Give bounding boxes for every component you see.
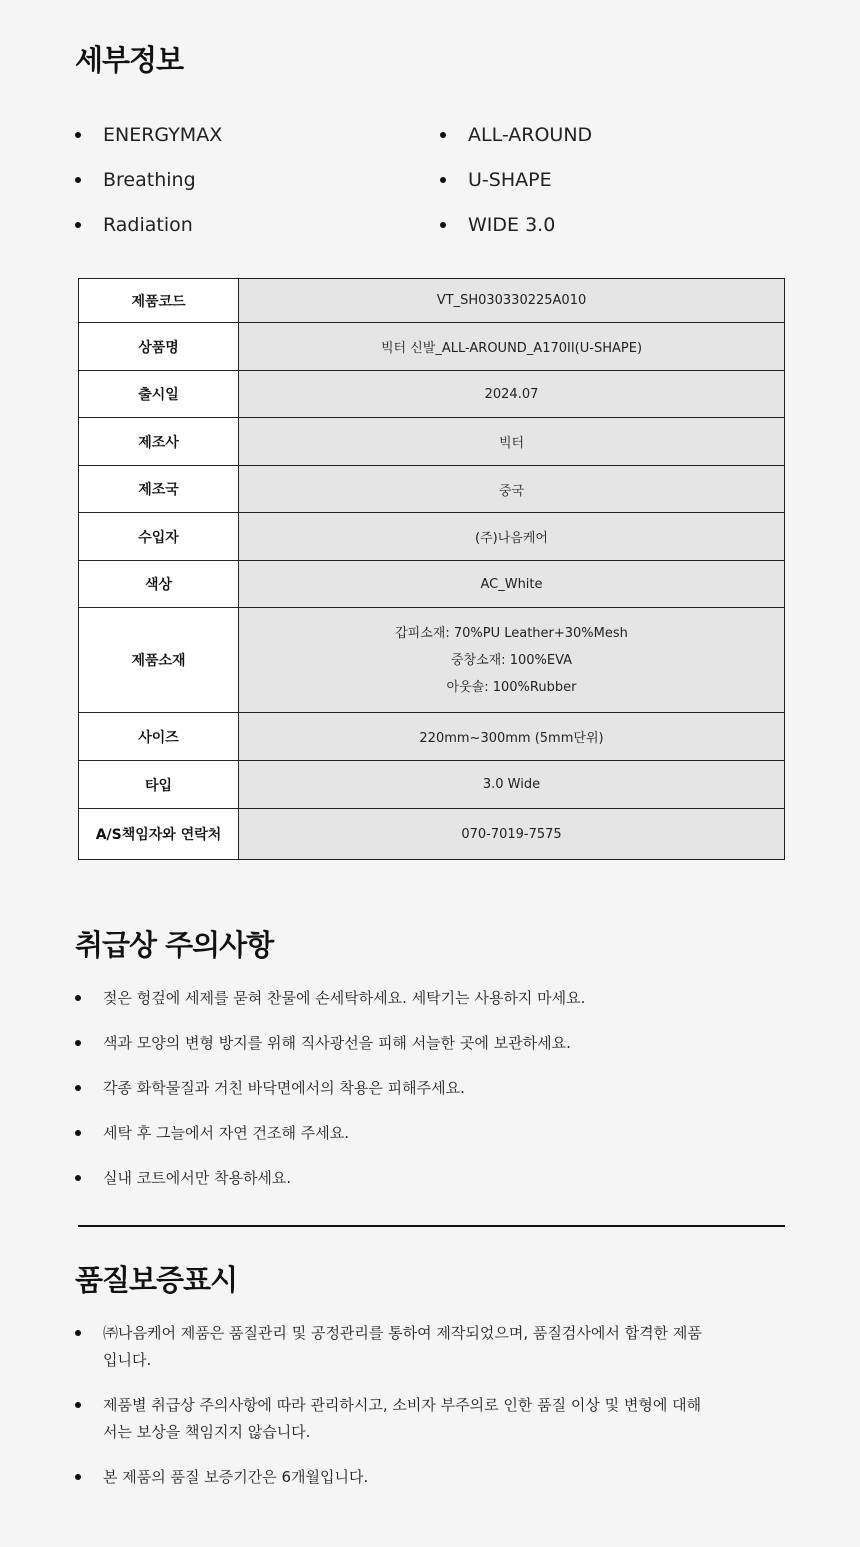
spec-value: 070-7019-7575 bbox=[239, 809, 785, 860]
bullet-icon bbox=[75, 1474, 81, 1480]
list-item bbox=[75, 1030, 775, 1057]
quality-list bbox=[75, 1320, 715, 1509]
spec-value: 2024.07 bbox=[239, 371, 785, 418]
feature-label: Radiation bbox=[103, 213, 193, 236]
feature-label: WIDE 3.0 bbox=[468, 213, 556, 236]
bullet-icon bbox=[75, 132, 81, 138]
feature-item bbox=[75, 202, 440, 247]
bullet-icon bbox=[440, 222, 446, 228]
spec-label: 타입 bbox=[79, 761, 239, 809]
table-row bbox=[79, 466, 785, 513]
list-item bbox=[75, 1120, 775, 1147]
table-row bbox=[79, 561, 785, 608]
care-item-text: 각종 화학물질과 거친 바닥면에서의 착용은 피해주세요. bbox=[103, 1079, 465, 1097]
care-title: 취급상 주의사항 bbox=[75, 928, 274, 962]
section-divider bbox=[78, 1225, 785, 1227]
spec-table bbox=[78, 278, 785, 860]
list-item bbox=[75, 1165, 775, 1192]
bullet-icon bbox=[75, 222, 81, 228]
bullet-icon bbox=[75, 1040, 81, 1046]
table-row bbox=[79, 809, 785, 860]
bullet-icon bbox=[75, 177, 81, 183]
spec-label: 제조국 bbox=[79, 466, 239, 513]
table-row bbox=[79, 418, 785, 466]
feature-item bbox=[75, 157, 440, 202]
table-row bbox=[79, 761, 785, 809]
spec-label: 수입자 bbox=[79, 513, 239, 561]
quality-item-text: 본 제품의 품질 보증기간은 6개월입니다. bbox=[103, 1468, 369, 1486]
care-item-text: 세탁 후 그늘에서 자연 건조해 주세요. bbox=[103, 1124, 349, 1142]
table-row bbox=[79, 713, 785, 761]
bullet-icon bbox=[75, 995, 81, 1001]
spec-label: 상품명 bbox=[79, 323, 239, 371]
spec-value: VT_SH030330225A010 bbox=[239, 279, 785, 323]
quality-item-text: 제품별 취급상 주의사항에 따라 관리하시고, 소비자 부주의로 인한 품질 이상 및 변형에 대해서는 보상을 책임지지 않습니다. bbox=[103, 1396, 702, 1441]
bullet-icon bbox=[440, 177, 446, 183]
spec-label: 출시일 bbox=[79, 371, 239, 418]
quality-item-text: ㈜나음케어 제품은 품질관리 및 공정관리를 통하여 제작되었으며, 품질검사에서 합격한 제품입니다. bbox=[103, 1324, 702, 1369]
bullet-icon bbox=[75, 1402, 81, 1408]
bullet-icon bbox=[75, 1175, 81, 1181]
feature-item bbox=[440, 157, 795, 202]
details-title: 세부정보 bbox=[75, 43, 184, 77]
care-item-text: 실내 코트에서만 착용하세요. bbox=[103, 1169, 292, 1187]
list-item bbox=[75, 985, 775, 1012]
spec-value-line: 아웃솔: 100%Rubber bbox=[446, 679, 577, 695]
table-row bbox=[79, 323, 785, 371]
spec-label: 제품소재 bbox=[79, 608, 239, 713]
spec-value: AC_White bbox=[239, 561, 785, 608]
care-list bbox=[75, 985, 775, 1210]
list-item bbox=[75, 1320, 715, 1374]
feature-list bbox=[75, 112, 795, 247]
spec-label: 제품코드 bbox=[79, 279, 239, 323]
bullet-icon bbox=[75, 1130, 81, 1136]
spec-label: 색상 bbox=[79, 561, 239, 608]
spec-value: 220mm~300mm (5mm단위) bbox=[239, 713, 785, 761]
spec-label: 사이즈 bbox=[79, 713, 239, 761]
spec-value: 3.0 Wide bbox=[239, 761, 785, 809]
spec-value: (주)나음케어 bbox=[239, 513, 785, 561]
feature-label: U-SHAPE bbox=[468, 168, 552, 191]
bullet-icon bbox=[440, 132, 446, 138]
spec-value-line: 중창소재: 100%EVA bbox=[450, 652, 573, 668]
feature-label: ENERGYMAX bbox=[103, 123, 223, 146]
spec-label: A/S책임자와 연락처 bbox=[79, 809, 239, 860]
spec-value: 빅터 bbox=[239, 418, 785, 466]
care-item-text: 젖은 헝겊에 세제를 묻혀 찬물에 손세탁하세요. 세탁기는 사용하지 마세요. bbox=[103, 989, 586, 1007]
table-row bbox=[79, 279, 785, 323]
spec-label: 제조사 bbox=[79, 418, 239, 466]
quality-title: 품질보증표시 bbox=[75, 1263, 238, 1297]
spec-value bbox=[239, 608, 785, 713]
feature-label: Breathing bbox=[103, 168, 196, 191]
spec-value: 빅터 신발_ALL-AROUND_A170II(U-SHAPE) bbox=[239, 323, 785, 371]
feature-item bbox=[440, 112, 795, 157]
feature-item bbox=[440, 202, 795, 247]
feature-label: ALL-AROUND bbox=[468, 123, 593, 146]
list-item bbox=[75, 1464, 715, 1491]
list-item bbox=[75, 1392, 715, 1446]
bullet-icon bbox=[75, 1330, 81, 1336]
bullet-icon bbox=[75, 1085, 81, 1091]
table-row bbox=[79, 513, 785, 561]
table-row bbox=[79, 371, 785, 418]
feature-item bbox=[75, 112, 440, 157]
care-item-text: 색과 모양의 변형 방지를 위해 직사광선을 피해 서늘한 곳에 보관하세요. bbox=[103, 1034, 571, 1052]
spec-value-line: 갑피소재: 70%PU Leather+30%Mesh bbox=[395, 625, 628, 641]
table-row bbox=[79, 608, 785, 713]
list-item bbox=[75, 1075, 775, 1102]
spec-value: 중국 bbox=[239, 466, 785, 513]
